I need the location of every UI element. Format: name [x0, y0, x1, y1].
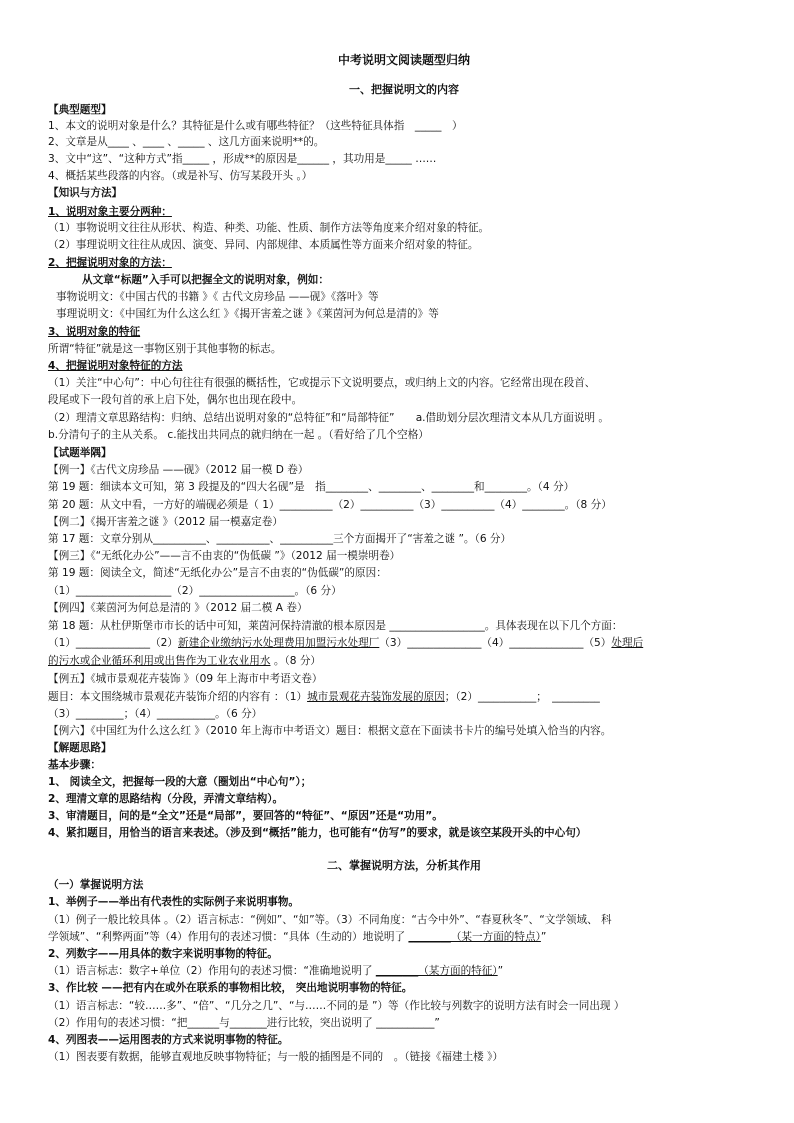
method-2-a-underlined: ________（某方面的特征） [375, 965, 498, 977]
example-1-q20: 第 20 题：从文中看，一方好的端砚必须是（ 1）__________（2）__________（3）__________（4）________。（8 分） [48, 499, 612, 511]
method-2-a-post: ” [497, 965, 504, 977]
knowledge-2-b: 事物说明文：《中国古代的书籍 》《 古代文房珍品 ——砚》《落叶》等 [56, 291, 379, 303]
knowledge-1-heading: 1、说明对象主要分两种： [48, 206, 172, 218]
knowledge-2-heading: 2、把握说明对象的方法： [48, 257, 172, 269]
method-3-heading: 3、作比较 ——把有内在或外在联系的事物相比较， 突出地说明事物的特征。 [48, 982, 413, 994]
example-6: 【例六】《中国红为什么这么红 》（2010 年上海市中考语文）题目：根据文意在下面读书卡片的编号处填入恰当的内容。 [48, 725, 612, 737]
example-3: 【例三】《“无纸化办公”——言不由衷的“伪低碳 ”》（2012 届一模崇明卷） [48, 550, 401, 562]
example-5-answer: （3）_________；（4）___________。（6 分） [48, 708, 263, 720]
example-1-q19: 第 19 题：细读本文可知，第 3 段提及的“四大名砚”是 指________、________、________和________。（4 分） [48, 481, 575, 493]
method-2-heading: 2、列数字——用具体的数字来说明事物的特征。 [48, 948, 278, 960]
section-1-heading: 一、把握说明文的内容 [349, 83, 459, 96]
knowledge-4-b: 段尾或下一段句首的承上启下处，偶尔也出现在段中。 [48, 394, 303, 406]
knowledge-3-a: 所谓“特征”就是这一事物区别于其他事物的标志。 [48, 343, 282, 355]
knowledge-header: 【知识与方法】 [48, 187, 123, 199]
knowledge-2-a: 从文章“标题”入手可以把握全文的说明对象，例如： [82, 274, 329, 286]
example-4-answer-cont [48, 653, 760, 669]
example-2: 【例二】《揭开害羞之谜 》（2012 届一模嘉定卷） [48, 516, 283, 528]
knowledge-4-d: b.分清句子的主从关系。 c.能找出共同点的就归纳在一起 。（看好给了几个空格） [48, 429, 429, 441]
example-4: 【例四】《莱茵河为何总是清的 》（2012 届二模 A 卷） [48, 602, 308, 614]
example-5: 【例五】《城市景观花卉装饰 》（09 年上海市中考语文卷） [48, 673, 323, 685]
examples-header: 【试题举隅】 [48, 447, 112, 459]
knowledge-4-c: （2）理清文章思路结构：归纳、总结出说明对象的“总特征”和“局部特征” a.借助划分层次理清文本从几方面说明 。 [48, 412, 610, 424]
method-2-a-pre: （1）语言标志：数字+单位（2）作用句的表述习惯：“准确地说明了 [48, 965, 376, 977]
example-4-answer-underlined-3: 的污水或企业循环利用或出售作为工业农业用水 [48, 655, 271, 667]
step-3: 3、审清题目，问的是“全文”还是“局部”，要回答的“特征”、“原因”还是“功用”。 [48, 810, 443, 822]
method-1-b [48, 929, 760, 945]
example-1: 【例一】《古代文房珍品 ——砚》（2012 届一模 D 卷） [48, 464, 309, 476]
method-4-heading: 4、列图表——运用图表的方式来说明事物的特征。 [48, 1034, 289, 1046]
knowledge-2-c: 事理说明文：《中国红为什么这么红 》《揭开害羞之谜 》《莱茵河为何总是清的》等 [56, 308, 439, 320]
question-3: 3、文中“这”、“这种方式”指_____ ，形成**的原因是______ ，其功用是_____ …… [48, 153, 437, 165]
method-1-heading: 1、举例子——举出有代表性的实际例子来说明事物。 [48, 896, 300, 908]
question-1: 1、本文的说明对象是什么？其特征是什么或有哪些特征？（这些特征具体指 _____ ） [48, 120, 463, 132]
example-4-q18: 第 18 题：从杜伊斯堡市市长的话中可知，莱茵河保持清澈的根本原因是 __________________。具体表现在以下几个方面： [48, 620, 623, 632]
knowledge-4-heading: 4、把握说明对象特征的方法 [48, 360, 183, 372]
example-5-question [48, 689, 760, 705]
question-2: 2、文章是从____ 、____ 、_____ 、这几方面来说明**的。 [48, 136, 325, 148]
knowledge-4-a: （1）关注“中心句”：中心句往往有很强的概括性，它或提示下文说明要点，或归纳上文的内容。它经常出现在段首、 [48, 377, 596, 389]
method-1-b-pre: 学领域”、“利弊两面”等（4）作用句的表述习惯：“具体（生动的）地说明了 [48, 931, 409, 943]
methods-heading: （一）掌握说明方法 [48, 879, 144, 891]
method-3-a: （1）语言标志：“较……多”、“倍”、“几分之几”、“与……不同的是 ”）等（作比较与列数字的说明方法有时会一同出现 ） [48, 1000, 625, 1012]
example-3-answer: （1）__________________（2）__________________。（6 分） [48, 585, 342, 597]
doc-title: 中考说明文阅读题型归纳 [337, 53, 470, 67]
step-1: 1、 阅读全文，把握每一段的大意（圈划出“中心句”）； [48, 776, 312, 788]
knowledge-3-heading: 3、说明对象的特征 [48, 326, 141, 338]
example-4-answer-pre: （1）______________（2） [48, 637, 179, 649]
question-4: 4、概括某些段落的内容。（或是补写、仿写某段开头 。） [48, 170, 313, 182]
method-1-b-post: ” [540, 931, 547, 943]
example-4-answer-mid: （3）______________（4）______________（5） [379, 637, 612, 649]
steps-heading: 基本步骤： [48, 759, 101, 771]
method-3-b: （2）作用句的表述习惯：“把______与_______进行比较，突出说明了 ___________” [48, 1017, 440, 1029]
method-1-a: （1）例子一般比较具体 。（2）语言标志：“例如”、“如”等。（3）不同角度：“古今中外”、“春夏秋冬”、“文学领域、 科 [48, 914, 612, 926]
example-4-answer-underlined-2: 处理后 [611, 637, 644, 649]
example-3-q19: 第 19 题：阅读全文，简述“无纸化办公”是言不由衷的“伪低碳”的原因： [48, 567, 387, 579]
example-5-question-underlined: 城市景观花卉装饰发展的原因 [307, 691, 445, 703]
section-2-heading: 二、掌握说明方法，分析其作用 [327, 859, 481, 872]
step-4: 4、紧扣题目，用恰当的语言来表述。（涉及到“概括”能力，也可能有“仿写”的要求，就是该空某段开头的中心句） [48, 827, 587, 839]
knowledge-1-b: （2）事理说明文往往从成因、演变、异同、内部规律、本质属性等方面来介绍对象的特征。 [48, 239, 479, 251]
method-2-a [48, 963, 760, 979]
idea-header: 【解题思路】 [48, 742, 112, 754]
method-4-a: （1）图表要有数据，能够直观地反映事物特征；与一般的插图是不同的 。（链接《福建土楼 》） [48, 1051, 504, 1063]
example-2-q17: 第 17 题：文章分别从__________、__________、__________三个方面揭开了“害羞之谜 ”。（6 分） [48, 533, 512, 545]
method-1-b-underlined: ________（某一方面的特点） [408, 931, 541, 943]
example-4-answer [48, 635, 760, 651]
step-2: 2、理清文章的思路结构（分段，弄清文章结构）。 [48, 793, 284, 805]
example-5-question-post: ；（2）___________； _________ [444, 691, 600, 703]
example-5-question-pre: 题目：本文围绕城市景观花卉装饰介绍的内容有 ：（1） [48, 691, 308, 703]
example-4-answer-tail: 。（8 分） [270, 655, 322, 667]
typical-header: 【典型题型】 [48, 104, 112, 116]
example-4-answer-underlined-1: 新建企业缴纳污水处理费用加盟污水处理厂 [178, 637, 380, 649]
knowledge-1-a: （1）事物说明文往往从形状、构造、种类、功能、性质、制作方法等角度来介绍对象的特征。 [48, 222, 490, 234]
